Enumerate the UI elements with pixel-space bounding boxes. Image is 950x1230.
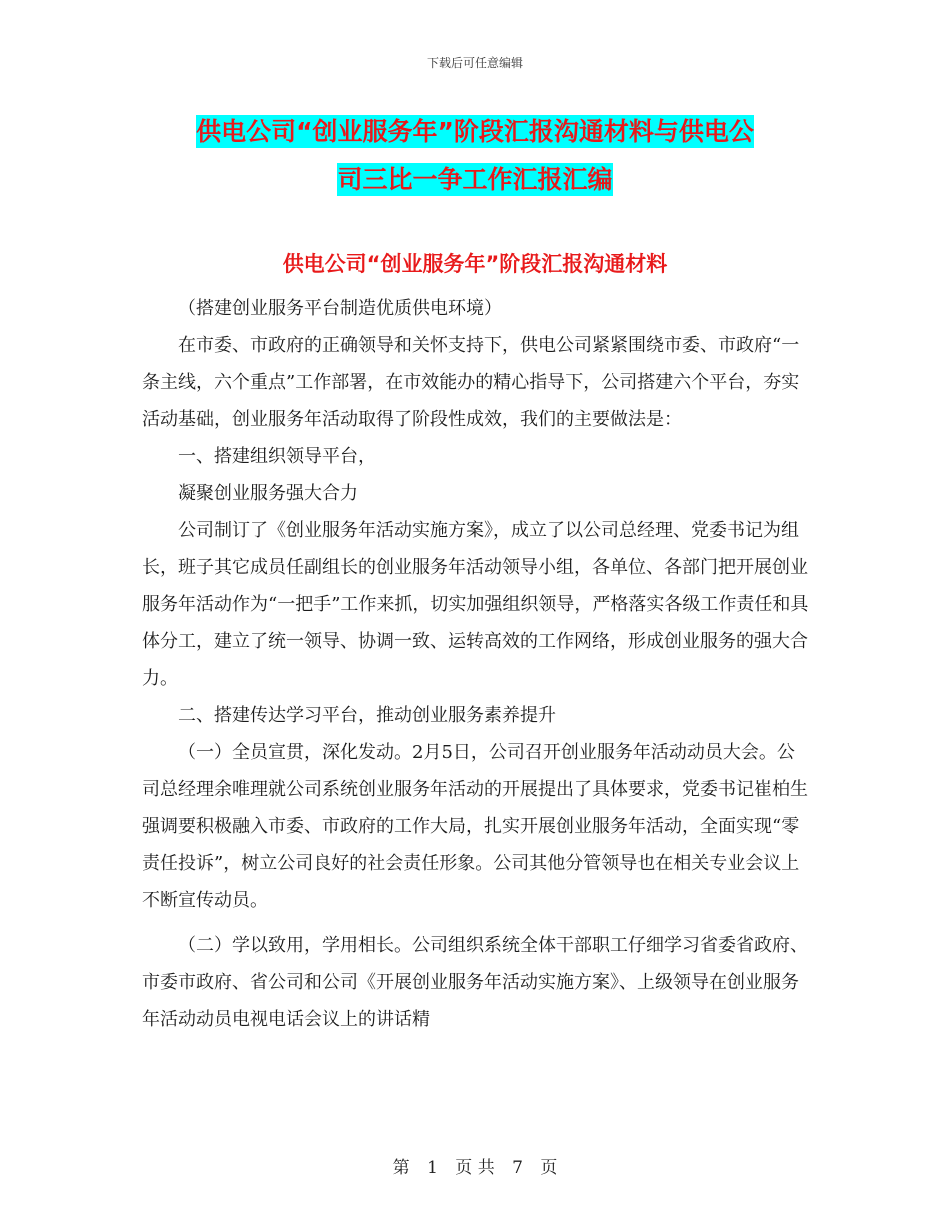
paragraph: 凝聚创业服务强大合力 [178,483,358,504]
title-line-1: 供电公司“创业服务年”阶段汇报沟通材料与供电公 [196,117,754,146]
paragraph: 公司制订了《创业服务年活动实施方案》，成立了以公司总经理、党委书记为组长，班子其它成员任副组长的创业服务年活动领导小组，各单位、各部门把开展创业服务年活动作为“一把手”工作来抓，切实加强组织领导，严格落实各级工作责任和具体分工，建立了统一领导、协调一致、运转高效的工作网络，形成创业服务的强大合力。 [142,520,809,689]
paragraph: （一）全员宣贯，深化发动。2月5日，公司召开创业服务年活动动员大会。公司总经理余唯理就公司系统创业服务年活动的开展提出了具体要求，党委书记崔柏生强调要积极融入市委、市政府的工作大局，扎实开展创业服务年活动，全面实现“零责任投诉”，树立公司良好的社会责任形象。公司其他分管领导也在相关专业会议上不断宣传动员。 [142,742,808,911]
paragraph: （搭建创业服务平台制造优质供电环境） [178,298,502,319]
document-body [142,290,812,1038]
page-number: 1 [427,1158,438,1178]
paragraph: 二、搭建传达学习平台，推动创业服务素养提升 [178,705,556,726]
footer-prefix: 第 [392,1158,410,1178]
total-pages: 7 [512,1158,523,1178]
page-footer [0,1153,950,1178]
paragraph: 在市委、市政府的正确领导和关怀支持下，供电公司紧紧围绕市委、市政府“一条主线，六个重点”工作部署，在市效能办的精心指导下，公司搭建六个平台，夯实活动基础，创业服务年活动取得了阶段性成效，我们的主要做法是： [142,335,800,430]
document-title [140,108,810,204]
title-line-2: 司三比一争工作汇报汇编 [337,165,613,194]
section-title: 供电公司“创业服务年”阶段汇报沟通材料 [282,252,668,276]
footer-suffix: 页 [540,1158,558,1178]
page-header: 下载后可任意编辑 [426,56,523,70]
footer-middle: 页 共 [455,1158,495,1178]
paragraph: （二）学以致用，学用相长。公司组织系统全体干部职工仔细学习省委省政府、市委市政府、省公司和公司《开展创业服务年活动实施方案》、上级领导在创业服务年活动动员电视电话会议上的讲话精 [142,935,808,1030]
paragraph: 一、搭建组织领导平台， [178,446,376,467]
